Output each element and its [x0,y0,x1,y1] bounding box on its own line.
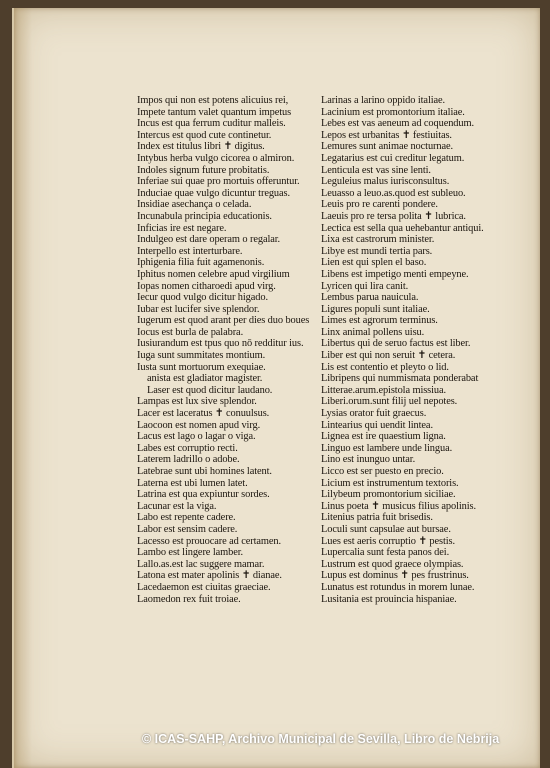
text-line: Lepos est urbanitas ✝ festiuitas. [321,129,452,141]
text-line: Linguo est lambere unde lingua. [321,442,453,454]
text-line: Leguleius malus iurisconsultus. [321,176,450,188]
right-column [321,95,521,605]
left-column [137,95,317,605]
text-line: Lallo.as.est lac suggere mamar. [137,558,265,570]
text-line: Labes est corruptio recti. [137,442,238,454]
text-line: Lustrum est quod graece olympias. [321,558,464,570]
text-line: Lien est qui splen el baso. [321,257,427,269]
text-line: Indulgeo est dare operam o regalar. [137,234,281,246]
text-line: Iubar est lucifer sive splendor. [137,303,260,315]
text-line: Libertus qui de seruo factus est liber. [321,338,471,350]
text-line: Latebrae sunt ubi homines latent. [137,466,272,477]
text-line: Iecur quod vulgo dicitur higado. [137,292,268,304]
text-line: Incus est qua ferrum cuditur malleis. [137,118,286,130]
text-line: Iphitus nomen celebre apud virgilium [137,268,290,280]
text-line: Lilybeum promontorium siciliae. [321,489,456,501]
text-line: Loculi sunt capsulae aut bursae. [321,523,451,535]
copyright-watermark: © ICAS-SAHP, Archivo Municipal de Sevilla, Libro de Nebrija [142,732,500,746]
text-line: Lampas est lux sive splendor. [137,396,257,408]
text-line: Impete tantum valet quantum impetus [137,106,292,118]
text-line: Lacus est lago o lagar o viga. [137,431,256,443]
text-line: Lacinium est promontorium italiae. [321,106,465,118]
text-line: Lacesso est prouocare ad certamen. [137,535,282,547]
text-line: Laeuis pro re tersa polita ✝ lubrica. [321,210,466,222]
text-line: Laterem ladrillo o adobe. [137,454,240,466]
text-line: Licco est ser puesto en precio. [321,466,444,477]
text-line: Lusitania est prouincia hispaniae. [321,593,457,605]
text-line: Lacedaemon est ciuitas graeciae. [137,581,271,593]
text-line: Lintearius qui uendit lintea. [321,419,433,431]
text-line: anista est gladiator magister. [147,373,263,385]
text-line: Indoles signum future probitatis. [137,164,270,176]
text-line: Lignea est ire quaestium ligna. [321,431,446,443]
text-line: Ligures populi sunt italiae. [321,303,430,315]
text-line: Intercus est quod cute continetur. [137,129,272,141]
text-line: Lupercalia sunt festa panos dei. [321,547,450,559]
text-line: Linus poeta ✝ musicus filius apolinis. [321,500,476,512]
text-line: Lenticula est vas sine lenti. [321,164,431,176]
text-line: Iphigenia filia fuit agamenonis. [137,257,265,269]
text-line: Lebes est vas aeneum ad coquendum. [321,118,474,130]
text-line: Litenius patria fuit brisedis. [321,512,433,524]
text-line: Iugerum est quod arant per dies duo boues [137,315,310,327]
text-line: Labo est repente cadere. [137,512,236,524]
text-line: Larinas a larino oppido italiae. [321,95,446,106]
text-line: Libye est mundi tertia pars. [321,245,433,257]
text-line: Iuga sunt summitates montium. [137,350,266,362]
text-line: Lixa est castrorum minister. [321,234,435,246]
text-line: Lupus est dominus ✝ pes frustrinus. [321,570,469,582]
text-line: Linx animal pollens uisu. [321,326,425,338]
manuscript-page [12,8,540,768]
text-line: Iopas nomen citharoedi apud virg. [137,280,276,292]
text-line: Incunabula principia educationis. [137,210,272,222]
text-line: Inficias ire est negare. [137,222,227,234]
text-line: Laterna est ubi lumen latet. [137,477,248,489]
text-line: Labor est sensim cadere. [137,523,238,535]
text-line: Libripens qui nummismata ponderabat [321,373,479,385]
text-line: Lues est aeris corruptio ✝ pestis. [321,535,456,547]
text-line: Iusta sunt mortuorum exequiae. [137,361,266,373]
text-line: Libens est impetigo menti empeyne. [321,268,469,280]
text-line: Laser est quod dicitur laudano. [147,384,273,396]
text-line: Laomedon rex fuit troiae. [137,593,241,605]
text-line: Index est titulus libri ✝ digitus. [137,141,265,153]
text-line: Lemures sunt animae nocturnae. [321,141,454,153]
text-line: Lambo est lingere lamber. [137,547,243,559]
text-line: Laocoon est nomen apud virg. [137,419,261,431]
text-line: Lacunar est la viga. [137,500,217,512]
text-line: Induciae quae vulgo dicuntur treguas. [137,187,290,199]
text-line: Leuasso a leuo.as.quod est subleuo. [321,187,466,199]
text-line: Lacer est laceratus ✝ conuulsus. [137,408,270,420]
text-line: Latrina est qua expiuntur sordes. [137,489,270,501]
text-line: Lembus parua nauicula. [321,292,419,304]
text-line: Lyricen qui lira canit. [321,280,409,292]
text-line: Iusiurandum est tpus quo nō redditur ius. [137,338,304,350]
text-line: Impos qui non est potens alicuius rei, [137,95,289,106]
text-line: Lis est contentio et pleyto o lid. [321,361,449,373]
text-line: Intybus herba vulgo cicorea o almiron. [137,152,295,164]
text-line: Insidiae asechança o celada. [137,199,252,211]
text-line: Lino est inunguo untar. [321,454,416,466]
text-line: Liber est qui non seruit ✝ cetera. [321,350,456,362]
text-line: Lysias orator fuit graecus. [321,408,427,420]
text-line: Lunatus est rotundus in morem lunae. [321,581,475,593]
text-line: Limes est agrorum terminus. [321,315,438,327]
text-line: Interpello est interturbare. [137,245,243,257]
text-line: Iocus est burla de palabra. [137,326,244,338]
text-line: Liberi.orum.sunt filij uel nepotes. [321,396,458,408]
text-line: Leuis pro re carenti pondere. [321,199,438,211]
text-line: Licium est instrumentum textoris. [321,477,459,489]
text-line: Lectica est sella qua uehebantur antiqui. [321,222,484,234]
text-line: Inferiae sui quae pro mortuis offeruntur. [137,176,300,188]
text-line: Latona est mater apolinis ✝ dianae. [137,570,282,582]
text-line: Legatarius est cui creditur legatum. [321,152,465,164]
text-line: Litterae.arum.epistola missiua. [321,384,447,396]
